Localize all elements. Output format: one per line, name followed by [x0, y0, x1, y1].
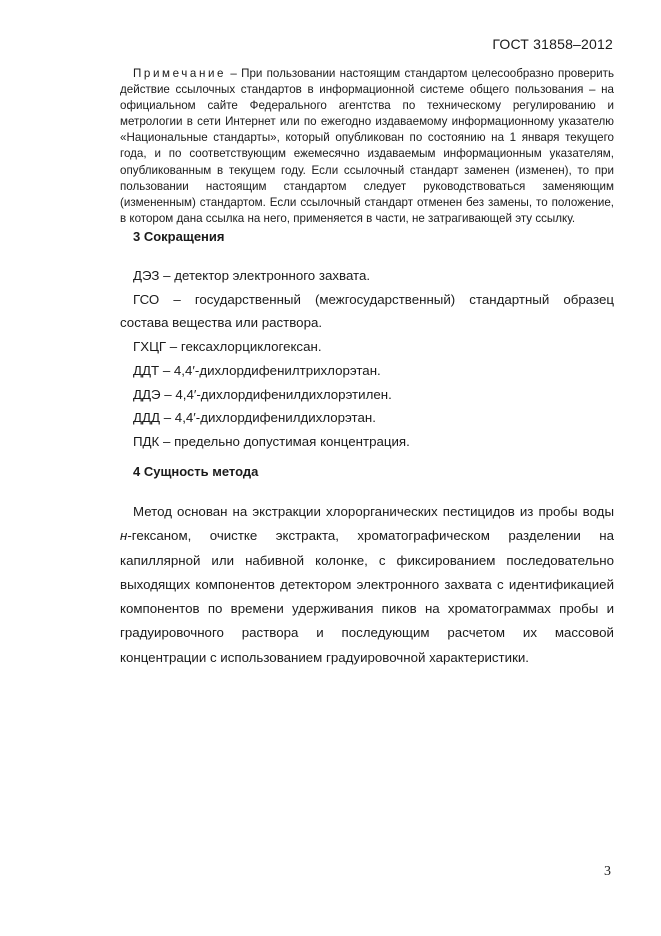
standard-id: ГОСТ 31858–2012	[492, 36, 613, 52]
method-text-end: -гексаном, очистке экстракта, хроматографическом разделении на капиллярной или набивной колонке, с фиксированием последовательно выходящих компонентов детектором электронного захвата с идентификацией компонентов по времени удерживания пиков на хроматограммах пробы и градуировочного раствора и последующим расчетом их массовой концентрации с использованием градуировочной характеристики.	[120, 528, 614, 665]
note-paragraph	[120, 66, 614, 227]
abbreviation-item: ПДК – предельно допустимая концентрация.	[133, 433, 410, 449]
method-text-start: Метод основан на экстракции хлорорганических пестицидов из пробы воды	[133, 504, 614, 519]
abbreviation-item: ДДЭ – 4,4′-дихлордифенилдихлорэтилен.	[133, 386, 392, 402]
section-4-title: 4 Сущность метода	[133, 464, 259, 479]
abbreviations-list	[120, 264, 614, 454]
abbreviation-item: ГСО – государственный (межгосударственный) стандартный образец состава вещества или раствора.	[120, 291, 614, 331]
section-3-title: 3 Сокращения	[133, 229, 225, 244]
document-header	[492, 36, 613, 52]
note-label: Примечание	[133, 67, 227, 80]
method-italic-term: н	[120, 528, 128, 544]
page-number: 3	[604, 864, 611, 879]
method-paragraph	[120, 500, 614, 670]
abbreviation-item: ГХЦГ – гексахлорциклогексан.	[133, 339, 322, 355]
note-block	[120, 66, 614, 227]
abbreviation-item: ДЭЗ – детектор электронного захвата.	[133, 268, 371, 283]
note-text: – При пользовании настоящим стандартом целесообразно проверить действие ссылочных стандартов в информационной системе общего пользования – на официальном сайте Федерального агентства по техническому регулированию и метрологии в сети Интернет или по ежегодно издаваемому информационному указателю «Национальные стандарты», который опубликован по состоянию на 1 января текущего года, и по соответствующим ежемесячно издаваемым информационным указателям, опубликованным в текущем году. Если ссылочный стандарт заменен (изменен), то при пользовании настоящим стандартом следует руководствоваться заменяющим (измененным) стандартом. Если ссылочный стандарт отменен без замены, то положение, в котором дана ссылка на него, применяется в части, не затрагивающей эту ссылку.	[120, 67, 614, 225]
method-description	[120, 500, 614, 670]
abbreviation-item: ДДТ – 4,4′-дихлордифенилтрихлорэтан.	[133, 362, 381, 378]
abbreviation-item: ДДД – 4,4′-дихлордифенилдихлорэтан.	[133, 410, 376, 426]
